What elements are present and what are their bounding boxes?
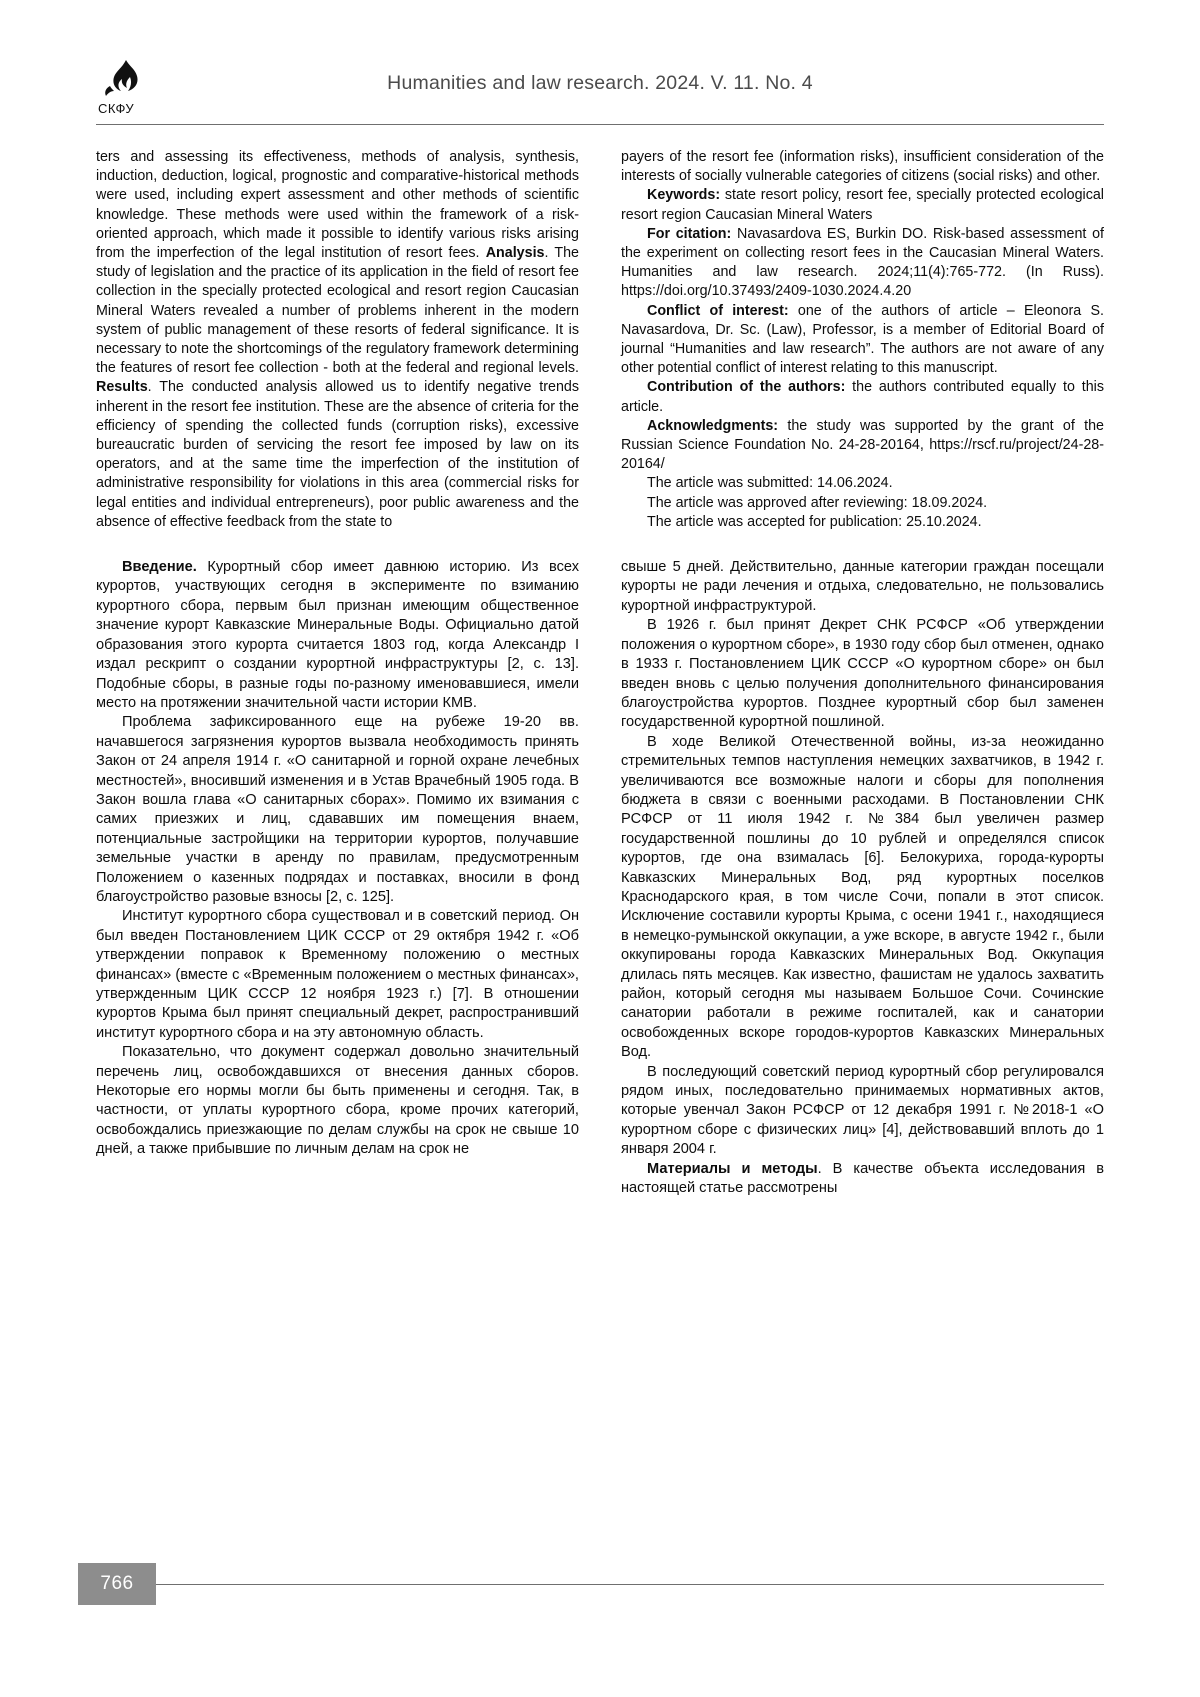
- abstract-methods-text: ters and assessing its effectiveness, methods of analysis, synthesis, induction, deduction, logical, prognostic and comparative-historical methods were used, including expert assessment and other methods of scientific knowledge. These methods were used within the framework of a risk-oriented approach, which made it possible to identify various risks arising from the imperfection of the legal institution of resort fees.: [96, 149, 579, 262]
- acknowledgments-label: Acknowledgments:: [647, 417, 779, 434]
- left-column: [96, 148, 579, 1198]
- results-text: . The conducted analysis allowed us to identify negative trends inherent in the resort fee institution. These are the absence of criteria for the efficiency of spending the collected funds (corruption risks), excessive bureaucratic burden of servicing the resort fee imposed by law on its operators, and at the same time the imperfection of the institution of administrative responsibility for violations in this area (commercial risks for legal entities and individual entrepreneurs), poor public awareness and the absence of effective feedback from the state to: [96, 379, 579, 530]
- materials-text: . В качестве объекта исследования в настоящей статье рассмотрены: [621, 1160, 1104, 1197]
- header-divider: [96, 124, 1104, 125]
- citation-text: Navasardova ES, Burkin DO. Risk-based assessment of the experiment on collecting resort fees in the Caucasian Mineral Waters. Humanities and law research. 2024;11(4):765-772. (In Russ). https://doi.org/10.37493/2409-1030.2024.4.20: [621, 225, 1104, 300]
- accepted-date: The article was accepted for publication: 25.10.2024.: [647, 513, 982, 530]
- conflict-paragraph: [621, 302, 1104, 379]
- acknowledgments-paragraph: [621, 417, 1104, 475]
- abstract-tail-block: [621, 148, 1104, 532]
- body-paragraph-1: свыше 5 дней. Действительно, данные категории граждан посещали курорты не ради лечения и отдыха, следовательно, не пользовались курортной инфраструктурой.: [621, 559, 1104, 614]
- keywords-paragraph: [621, 186, 1104, 224]
- analysis-label: Analysis: [485, 245, 545, 262]
- introduction-paragraph-3: Институт курортного сбора существовал и в советский период. Он был введен Постановлением ЦИК СССР от 29 октября 1942 г. «Об утверждении поправок к Временному положению о местных финансах» (вместе с «Временным положением о местных финансах», утвержденным ЦИК СССР 12 ноября 1923 г.) [7]. В отношении курортов Крыма был принят специальный декрет, распространивший институт курортного сбора и на эту автономную область.: [96, 908, 579, 1041]
- abstract-tail-paragraph: payers of the resort fee (information risks), insufficient consideration of the interests of socially vulnerable categories of citizens (social risks) and other.: [621, 149, 1104, 185]
- materials-paragraph: [621, 1160, 1104, 1199]
- contribution-text: the authors contributed equally to this article.: [621, 379, 1104, 415]
- introduction-paragraph-1: [96, 558, 579, 713]
- right-column: [621, 148, 1104, 1198]
- section-gap-right: [621, 532, 1104, 558]
- materials-heading: Материалы и методы: [647, 1160, 818, 1177]
- introduction-text-1: Курортный сбор имеет давнюю историю. Из всех курортов, участвующих сегодня в эксперименте по взиманию курортного сбора, первым был признан имеющим общественное значение курорт Кавказские Минеральные Воды. Официально датой образования этого курорта считается 1803 год, когда Александр I издал рескрипт о создании курортной инфраструктуры [2, с. 13]. Подобные сборы, в разные годы по-разному именовавшиеся, имели место на протяжении значительной части истории КМВ.: [96, 559, 579, 711]
- keywords-text: state resort policy, resort fee, specially protected ecological resort region Caucasian Mineral Waters: [621, 187, 1104, 223]
- citation-label: For citation:: [647, 225, 732, 242]
- contribution-label: Contribution of the authors:: [647, 379, 846, 396]
- conflict-text: one of the authors of article – Eleonora S. Navasardova, Dr. Sc. (Law), Professor, is a member of Editorial Board of journal “Humanities and law research”. The authors are not aware of any other potential conflict of interest relating to this manuscript.: [621, 302, 1104, 377]
- section-gap: [96, 532, 579, 558]
- keywords-label: Keywords:: [647, 187, 721, 204]
- citation-paragraph: [621, 225, 1104, 302]
- abstract-continuation: [96, 148, 579, 532]
- conflict-label: Conflict of interest:: [647, 302, 789, 319]
- introduction-heading: Введение.: [122, 559, 197, 576]
- acknowledgments-text: the study was supported by the grant of the Russian Science Foundation No. 24-28-20164, https://rscf.ru/project/24-28-20164/: [621, 417, 1104, 473]
- page-number: 766: [78, 1563, 156, 1605]
- introduction-paragraph-2: Проблема зафиксированного еще на рубеже 19-20 вв. начавшегося загрязнения курортов вызвала необходимость принять Закон от 24 апреля 1914 г. «О санитарной и горной охране лечебных местностей», вносивший изменения и в Устав Врачебный 1905 года. В Закон вошла глава «О санитарных сборах». Помимо их взимания с самих приезжих и лиц, сдававших им помещения внаем, потенциальные застройщики на территории курортов, получавшие земельные участки в аренду по правилам, предусмотренным Положением о казенных подрядах и поставках, вносили в фонд благоустройство разовые взносы [2, с. 125].: [96, 714, 579, 905]
- page-columns: [96, 148, 1104, 1198]
- approved-date: The article was approved after reviewing: 18.09.2024.: [647, 494, 988, 511]
- logo-wordmark: СКФУ: [98, 101, 135, 116]
- introduction-paragraph-4: Показательно, что документ содержал довольно значительный перечень лиц, освобождавшихся от внесения данных сборов. Некоторые его нормы могли бы быть применены и сегодня. Так, в частности, от уплаты курортного сбора, кроме прочих категорий, освобождались приезжающие по делам службы на срок не свыше 10 дней, а также прибывшие по личным делам на срок не: [96, 1044, 579, 1158]
- body-paragraph-4: В последующий советский период курортный сбор регулировался рядом иных, последовательно принимаемых нормативных актов, которые увенчал Закон РСФСР от 12 декабря 1991 г. №2018-1 «О курортном сборе с физических лиц» [4], действовавший вплоть до 1 января 2004 г.: [621, 1063, 1104, 1158]
- results-label: Results: [96, 379, 148, 396]
- analysis-text: . The study of legislation and the practice of its application in the field of resort fee collection in the specially protected ecological and resort region Caucasian Mineral Waters revealed a number of problems inherent in the modern system of public management of these resorts of federal significance. It is necessary to note the shortcomings of the regulatory framework determining the features of resort fee collection - both at the federal and regional levels.: [96, 245, 579, 377]
- contribution-paragraph: [621, 378, 1104, 416]
- body-paragraph-3: В ходе Великой Отечественной войны, из-за неожиданно стремительных темпов наступления немецких захватчиков, в 1942 г. увеличиваются все возможные налоги и сборы для пополнения бюджета в связи с военными расходами. В Постановлении СНК РСФСР от 11 июля 1942 г. №384 был увеличен размер государственной пошлины до 10 рублей и определялся список курортов, где она взималась [6]. Белокуриха, города-курорты Кавказских Минеральных Вод, ряд курортных поселков Краснодарского края, в том числе Сочи, попали в этот список. Исключение составили курорты Крыма, с осени 1941 г., находящиеся в немецко-румынской оккупации, а уже вскоре, в августе 1942 г., были оккупированы города Кавказских Минеральных Вод. Оккупация длилась пять месяцев. Как известно, фашистам не удалось захватить район, который сегодня мы называем Большое Сочи. Сочинские санатории работали в режиме госпиталей, как и санатории освобожденных вскоре городов-курортов Кавказских Минеральных Вод.: [621, 733, 1104, 1061]
- page-header: [96, 58, 1104, 120]
- footer-divider: [96, 1584, 1104, 1585]
- body-paragraph-2: В 1926 г. был принят Декрет СНК РСФСР «Об утверждении положения о курортном сборе», в 1930 году сбор был отменен, однако в 1933 г. Постановлением ЦИК СССР «О курортном сборе» он был введен вновь с целью получения дополнительного финансирования благоустройства курортов. Позднее курортный сбор был заменен государственной курортной пошлиной.: [621, 617, 1104, 731]
- journal-title: Humanities and law research. 2024. V. 11. No. 4: [387, 72, 813, 94]
- abstract-methods-paragraph: [96, 148, 579, 532]
- submitted-date: The article was submitted: 14.06.2024.: [647, 475, 893, 492]
